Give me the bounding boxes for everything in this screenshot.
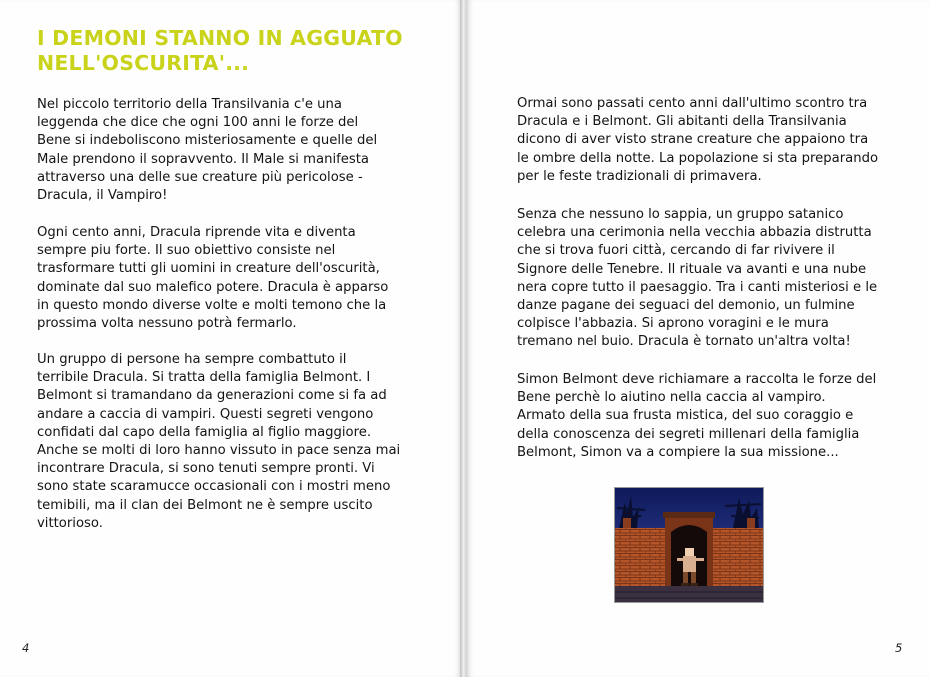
gate-lintel [663, 512, 715, 518]
text-line: temibili, ma il clan dei Belmont ne è sempre uscito [37, 497, 373, 513]
text-line: Senza che nessuno lo sappia, un gruppo satanico [517, 207, 844, 222]
text-line: Belmont, Simon va a compiere la sua missione... [517, 444, 839, 460]
text-line: Bene si indeboliscono misteriosamente e quelle del [37, 133, 378, 149]
page-title [37, 26, 403, 76]
text-line: vittorioso. [37, 515, 103, 531]
text-line: colpisce l'abbazia. Si aprono voragini e le mura [517, 316, 829, 332]
left-page [0, 0, 462, 677]
title-line: NELL'OSCURITA'... [37, 51, 250, 75]
stone-floor [615, 586, 763, 602]
text-line: Dracula, il Vampiro! [37, 188, 168, 204]
text-line: nera copre tutto il paesaggio. Tra i canti misteriosi e le [517, 279, 878, 295]
game-screenshot [614, 487, 764, 603]
right-page [466, 0, 930, 677]
text-line: Dracula e i Belmont. Gli abitanti della Transilvania [517, 114, 847, 130]
text-line: Anche se molti di loro hanno vissuto in pace senza mai [37, 443, 401, 459]
text-line: Un gruppo di persone ha sempre combattuto il [37, 352, 347, 367]
text-line: Ormai sono passati cento anni dall'ultimo scontro tra [517, 96, 868, 111]
text-line: andare a caccia di vampiri. Questi segreti vengono [37, 406, 374, 422]
text-line: Belmont si tramandano da generazioni come si fa ad [37, 388, 387, 404]
left-battlement [623, 518, 631, 528]
text-line: prossima volta nessuno potrà fermarlo. [37, 316, 297, 332]
text-line: le ombre della notte. La popolazione si sta preparando [517, 150, 879, 166]
text-line: danze pagane dei seguaci del demonio, un fulmine [517, 298, 855, 314]
text-line: dominate dal suo malefico potere. Dracula è apparso [37, 279, 389, 295]
text-line: della conoscenza dei segreti millenari della famiglia [517, 426, 860, 442]
text-line: sempre piu forte. Il suo obiettivo consiste nel [37, 243, 336, 259]
text-line: celebra una cerimonia nella vecchia abbazia distrutta [517, 225, 872, 241]
text-line: leggenda che dice che ogni 100 anni le forze del [37, 115, 359, 131]
title-line: I DEMONI STANNO IN AGGUATO [37, 26, 403, 50]
right-battlement [747, 518, 755, 528]
page-number: 5 [895, 641, 903, 655]
text-line: trasformare tutti gli uomini in creature dell'oscurità, [37, 261, 380, 277]
paragraph-simon [517, 371, 876, 462]
text-line: sono state scaramucce occasionali con i mostri meno [37, 479, 391, 495]
text-line: Armato della sua frusta mistica, del suo coraggio e [517, 408, 854, 424]
paragraph-dracula [37, 224, 388, 333]
text-line: Ogni cento anni, Dracula riprende vita e diventa [37, 225, 356, 240]
text-line: dicono di aver visto strane creature che appaiono tra [517, 132, 869, 148]
text-line: Bene perchè lo aiutino nella caccia al vampiro. [517, 390, 826, 406]
paragraph-hundred-years [517, 95, 878, 186]
text-line: in questo mondo diverse volte e molti temono che la [37, 297, 387, 313]
page-number: 4 [22, 641, 30, 655]
text-line: attraverso una delle sue creature più pericolose - [37, 169, 363, 185]
text-line: tremano nel buio. Dracula è tornato un'altra volta! [517, 334, 851, 350]
text-line: confidati dal capo della famiglia al figlio maggiore. [37, 424, 372, 440]
text-line: che si trova fuori città, cercando di far rivivere il [517, 243, 835, 259]
text-line: Signore delle Tenebre. Il rituale va avanti e una nube [517, 261, 867, 277]
paragraph-ritual [517, 206, 877, 352]
paragraph-belmont [37, 351, 400, 533]
text-line: terribile Dracula. Si tratta della famiglia Belmont. I [37, 370, 371, 386]
text-line: Male prendono il sopravvento. Il Male si manifesta [37, 151, 369, 167]
castle-gate-scene [615, 488, 763, 602]
paragraph-legend [37, 96, 377, 205]
text-line: incontrare Dracula, si sono tenuti sempre pronti. Vi [37, 461, 375, 477]
text-line: per le feste tradizionali di primavera. [517, 168, 762, 184]
text-line: Simon Belmont deve richiamare a raccolta le forze del [517, 372, 877, 387]
text-line: Nel piccolo territorio della Transilvania c'e una [37, 97, 342, 112]
